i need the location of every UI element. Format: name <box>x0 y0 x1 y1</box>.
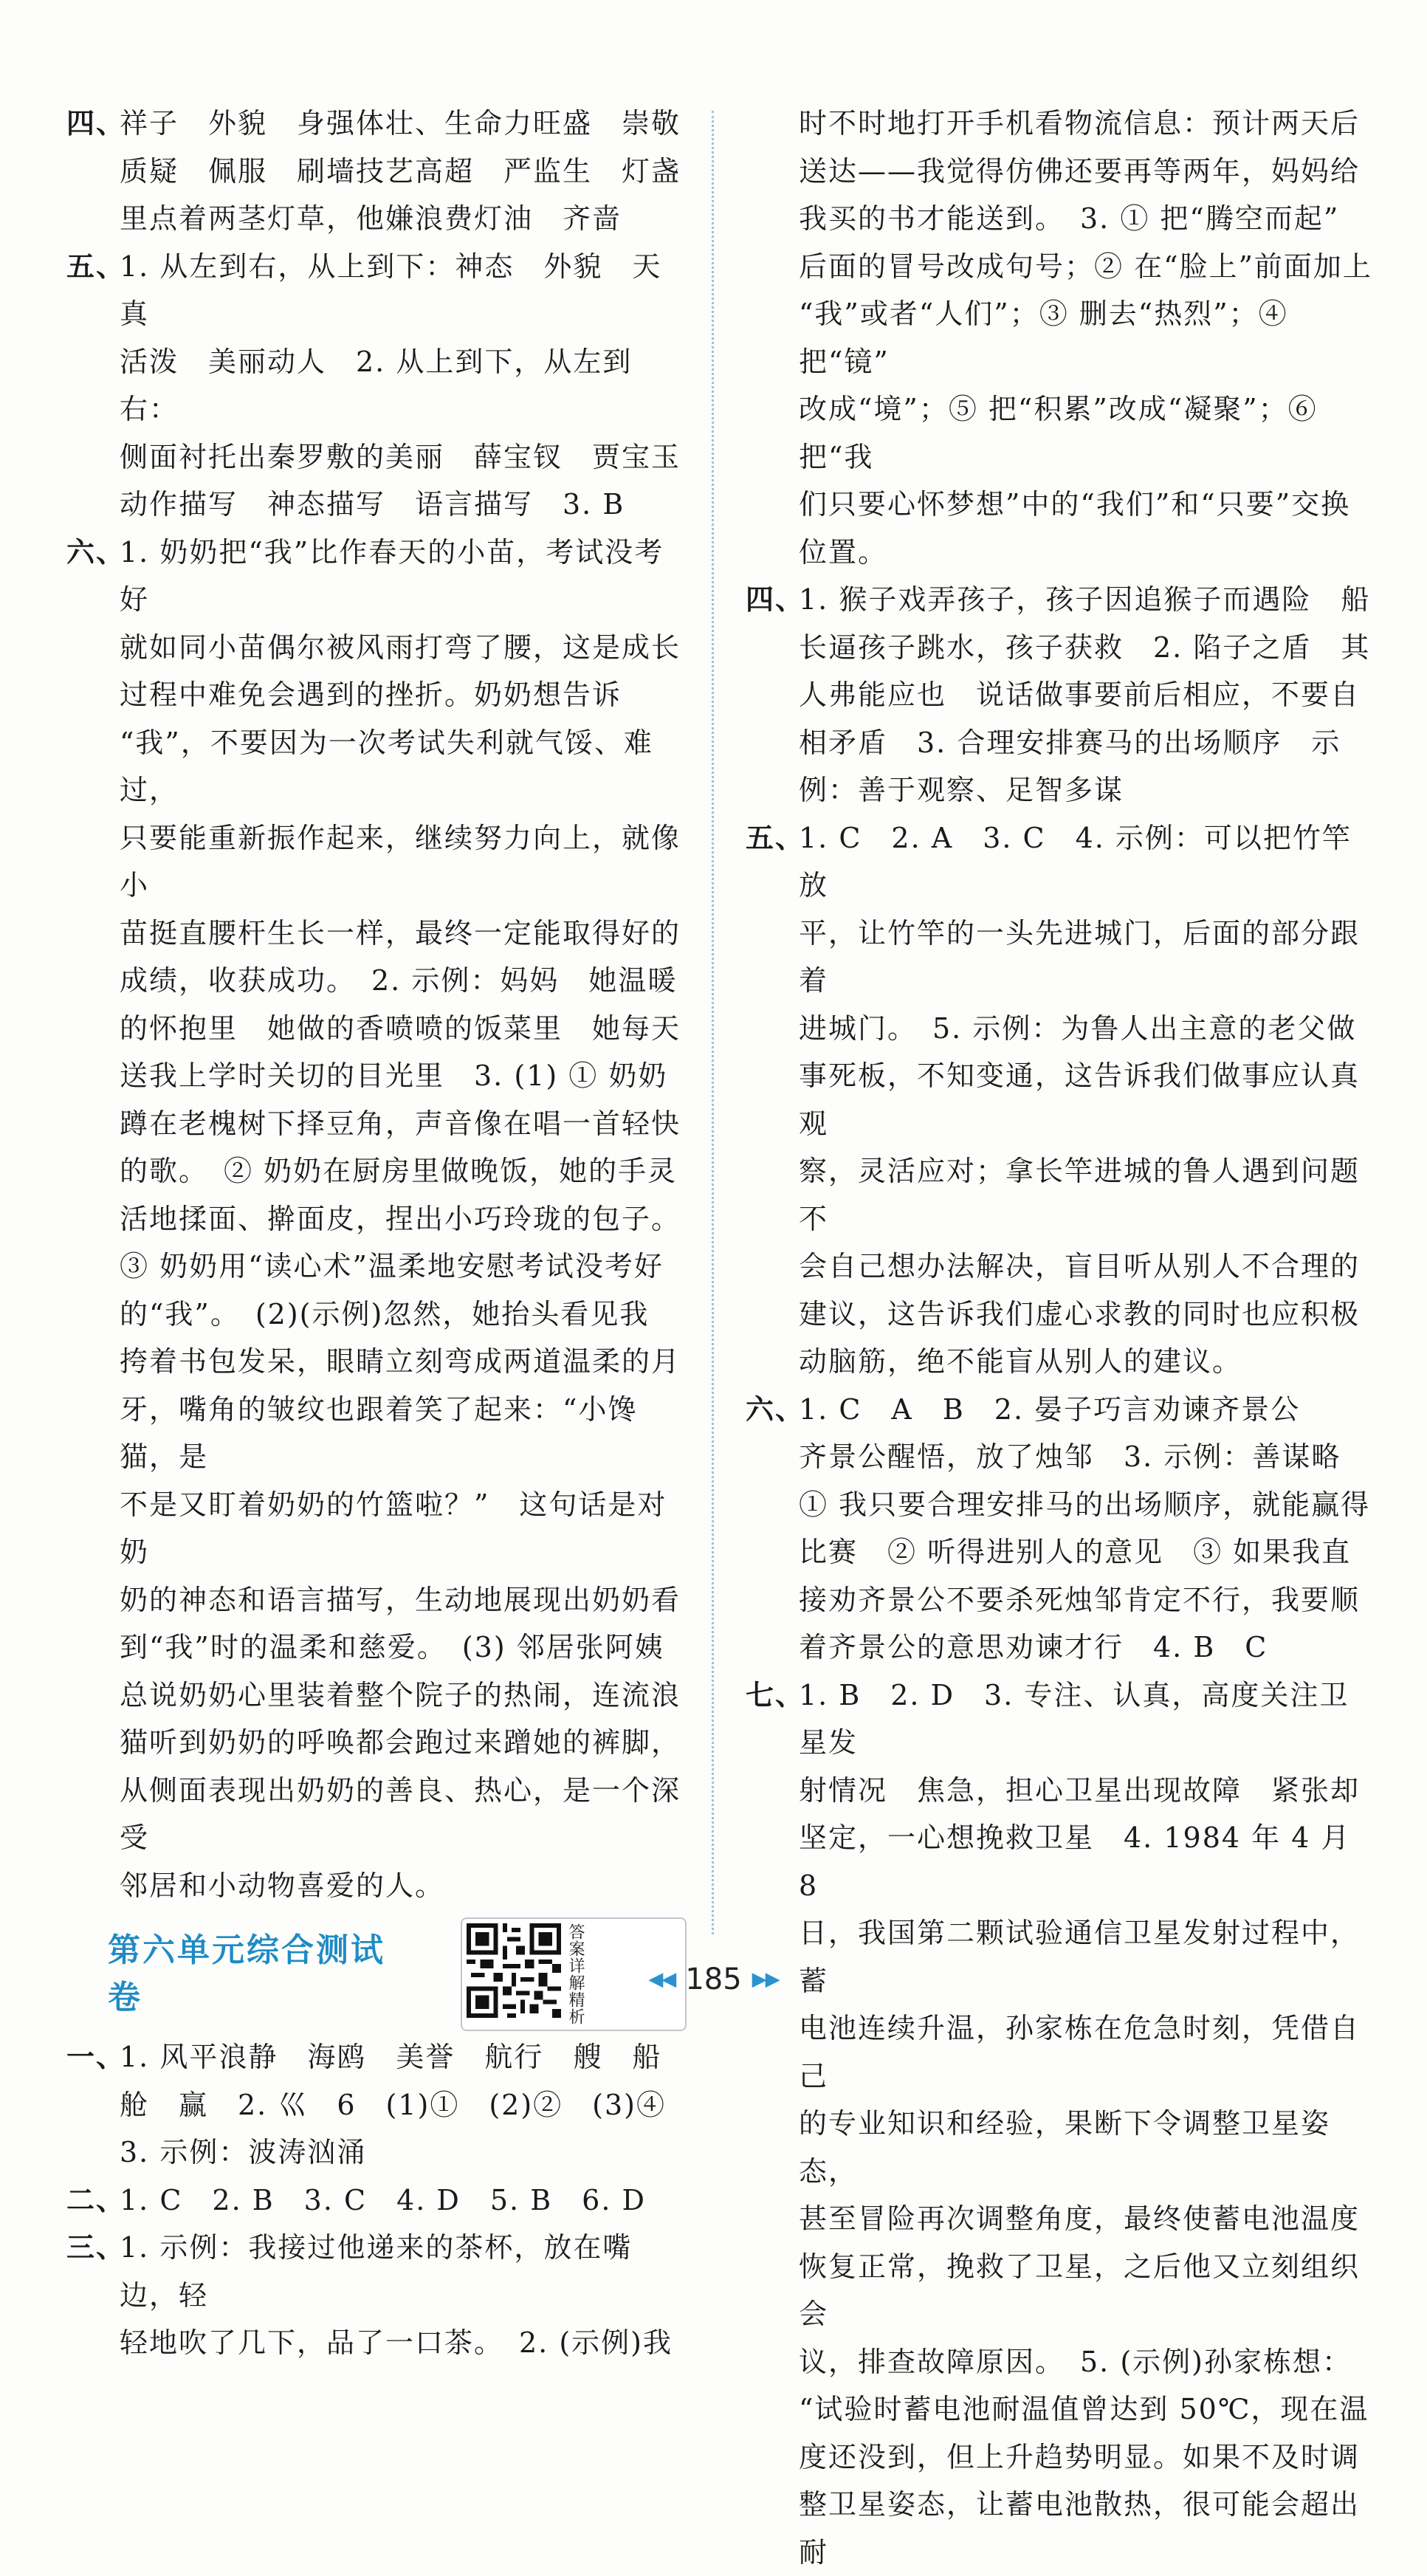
text-line: 1. 奶奶把“我”比作春天的小苗，考试没考好 <box>120 529 687 624</box>
text-line: “我”，不要因为一次考试失利就气馁、难过， <box>120 719 687 814</box>
right-column <box>746 100 1373 2576</box>
text-line: 整卫星姿态，让蓄电池散热，很可能会超出耐 <box>799 2481 1373 2576</box>
test-section-2 <box>66 2177 687 2225</box>
text-line: 送达——我觉得仿佛还要再等两年，妈妈给 <box>799 148 1373 196</box>
text-line: 接劝齐景公不要杀死烛邹肯定不行，我要顺 <box>799 1576 1373 1624</box>
section-marker: 二、 <box>66 2177 125 2225</box>
answer-section-5 <box>66 243 687 529</box>
text-line: 相矛盾 3. 合理安排赛马的出场顺序 示 <box>799 719 1373 767</box>
text-line: 1. 示例：我接过他递来的茶杯，放在嘴边，轻 <box>120 2224 687 2319</box>
qr-label: 答案详解精析 <box>565 1923 585 2025</box>
section-marker: 六、 <box>66 529 125 577</box>
section-title: 第六单元综合测试卷 <box>108 1927 409 2022</box>
text-line: 动脑筋，绝不能盲从别人的建议。 <box>799 1338 1373 1386</box>
text-line: 射情况 焦急，担心卫星出现故障 紧张却 <box>799 1767 1373 1815</box>
text-line: 1. C 2. B 3. C 4. D 5. B 6. D <box>120 2177 687 2225</box>
text-line: “我”或者“人们”；③ 删去“热烈”；④ 把“镜” <box>799 290 1373 385</box>
continued-answer <box>746 100 1373 576</box>
text-line: 侧面衬托出秦罗敷的美丽 薛宝钗 贾宝玉 <box>120 433 687 481</box>
section-marker: 六、 <box>746 1386 805 1434</box>
text-line: 甚至冒险再次调整角度，最终使蓄电池温度 <box>799 2195 1373 2243</box>
section-marker: 五、 <box>746 814 805 862</box>
section-marker: 一、 <box>66 2033 125 2081</box>
text-line: 质疑 佩服 刷墙技艺高超 严监生 灯盏 <box>120 148 687 196</box>
text-line: 苗挺直腰杆生长一样，最终一定能取得好的 <box>120 910 687 958</box>
text-line: 1. 从左到右，从上到下：神态 外貌 天真 <box>120 243 687 338</box>
answer-section-6 <box>66 529 687 1910</box>
text-line: 改成“境”；⑤ 把“积累”改成“凝聚”；⑥ 把“我 <box>799 385 1373 481</box>
text-line: 平，让竹竿的一头先进城门，后面的部分跟着 <box>799 910 1373 1005</box>
text-line: 的“我”。 (2)(示例)忽然，她抬头看见我 <box>120 1291 687 1339</box>
text-line: 不是又盯着奶奶的竹篮啦？” 这句话是对奶 <box>120 1481 687 1576</box>
left-column <box>66 100 687 2367</box>
test-section-1 <box>66 2033 687 2177</box>
text-line: ① 我只要合理安排马的出场顺序，就能赢得 <box>799 1481 1373 1529</box>
text-line: 的专业知识和经验，果断下令调整卫星姿态， <box>799 2100 1373 2195</box>
text-line: 的怀抱里 她做的香喷喷的饭菜里 她每天 <box>120 1005 687 1053</box>
text-line: 1. C 2. A 3. C 4. 示例：可以把竹竿放 <box>799 814 1373 910</box>
text-line: 轻地吹了几下，品了一口茶。 2. (示例)我 <box>120 2319 687 2367</box>
text-line: 事死板，不知变通，这告诉我们做事应认真观 <box>799 1052 1373 1147</box>
text-line: 1. 风平浪静 海鸥 美誉 航行 艘 船 <box>120 2033 687 2081</box>
text-line: “试验时蓄电池耐温值曾达到 50℃，现在温 <box>799 2386 1373 2434</box>
text-line: 到“我”时的温柔和慈爱。 (3) 邻居张阿姨 <box>120 1624 687 1672</box>
text-line: ③ 奶奶用“读心术”温柔地安慰考试没考好 <box>120 1243 687 1291</box>
text-line: 度还没到，但上升趋势明显。如果不及时调 <box>799 2434 1373 2481</box>
text-line: 动作描写 神态描写 语言描写 3. B <box>120 481 687 529</box>
test-section-7 <box>746 1672 1373 2576</box>
section-marker: 四、 <box>746 576 805 624</box>
column-divider <box>712 111 714 1934</box>
text-line: 着齐景公的意思劝谏才行 4. B C <box>799 1624 1373 1672</box>
text-line: 3. 示例：波涛汹涌 <box>120 2129 687 2177</box>
next-page-arrow-icon[interactable]: ▶▶ <box>752 1968 779 1991</box>
text-line: 进城门。 5. 示例：为鲁人出主意的老父做 <box>799 1005 1373 1053</box>
text-line: 察，灵活应对；拿长竿进城的鲁人遇到问题不 <box>799 1147 1373 1243</box>
text-line: 1. C A B 2. 晏子巧言劝谏齐景公 <box>799 1386 1373 1434</box>
text-line: 建议，这告诉我们虚心求教的同时也应积极 <box>799 1291 1373 1339</box>
text-line: 齐景公醒悟，放了烛邹 3. 示例：善谋略 <box>799 1433 1373 1481</box>
text-line: 里点着两茎灯草，他嫌浪费灯油 齐啬 <box>120 195 687 243</box>
page-number: 185 <box>685 1962 741 1996</box>
text-line: 祥子 外貌 身强体壮、生命力旺盛 崇敬 <box>120 100 687 148</box>
text-line: 时不时地打开手机看物流信息：预计两天后 <box>799 100 1373 148</box>
text-line: 奶的神态和语言描写，生动地展现出奶奶看 <box>120 1576 687 1624</box>
test-section-3 <box>66 2224 687 2367</box>
text-line: 恢复正常，挽救了卫星，之后他又立刻组织会 <box>799 2243 1373 2338</box>
text-line: 坚定，一心想挽救卫星 4. 1984 年 4 月 8 <box>799 1814 1373 1909</box>
text-line: 活地揉面、擀面皮，捏出小巧玲珑的包子。 <box>120 1195 687 1243</box>
text-line: 会自己想办法解决，盲目听从别人不合理的 <box>799 1243 1373 1291</box>
text-line: 长逼孩子跳水，孩子获救 2. 陷子之盾 其 <box>799 624 1373 672</box>
section-marker: 三、 <box>66 2224 125 2272</box>
text-line: 们只要心怀梦想”中的“我们”和“只要”交换 <box>799 481 1373 529</box>
test-section-5 <box>746 814 1373 1386</box>
text-line: 活泼 美丽动人 2. 从上到下，从左到右： <box>120 338 687 433</box>
text-line: 挎着书包发呆，眼睛立刻弯成两道温柔的月 <box>120 1338 687 1386</box>
text-line: 我买的书才能送到。 3. ① 把“腾空而起” <box>799 195 1373 243</box>
text-line: 例：善于观察、足智多谋 <box>799 766 1373 814</box>
test-section-4 <box>746 576 1373 814</box>
text-line: 议，排查故障原因。 5. (示例)孙家栋想： <box>799 2338 1373 2386</box>
text-line: 位置。 <box>799 529 1373 577</box>
text-line: 牙，嘴角的皱纹也跟着笑了起来：“小馋猫，是 <box>120 1386 687 1481</box>
section-marker: 四、 <box>66 100 125 148</box>
text-line: 电池连续升温，孙家栋在危急时刻，凭借自己 <box>799 2005 1373 2100</box>
text-line: 人弗能应也 说话做事要前后相应，不要自 <box>799 671 1373 719</box>
text-line: 从侧面表现出奶奶的善良、热心，是一个深受 <box>120 1767 687 1862</box>
section-marker: 五、 <box>66 243 125 291</box>
text-line: 就如同小苗偶尔被风雨打弯了腰，这是成长 <box>120 624 687 672</box>
answer-section-4 <box>66 100 687 243</box>
text-line: 过程中难免会遇到的挫折。奶奶想告诉 <box>120 671 687 719</box>
text-line: 只要能重新振作起来，继续努力向上，就像小 <box>120 814 687 910</box>
text-line: 1. 猴子戏弄孩子，孩子因追猴子而遇险 船 <box>799 576 1373 624</box>
text-line: 舱 赢 2. 巛 6 (1)① (2)② (3)④ <box>120 2081 687 2129</box>
text-line: 成绩，收获成功。 2. 示例：妈妈 她温暖 <box>120 957 687 1005</box>
prev-page-arrow-icon[interactable]: ◀◀ <box>648 1968 675 1991</box>
text-line: 总说奶奶心里装着整个院子的热闹，连流浪 <box>120 1672 687 1720</box>
section-marker: 七、 <box>746 1672 805 1720</box>
test-section-6 <box>746 1386 1373 1672</box>
text-line: 的歌。 ② 奶奶在厨房里做晚饭，她的手灵 <box>120 1147 687 1195</box>
text-line: 1. B 2. D 3. 专注、认真，高度关注卫星发 <box>799 1672 1373 1767</box>
page-footer <box>0 1962 1427 1996</box>
text-line: 猫听到奶奶的呼唤都会跑过来蹭她的裤脚， <box>120 1719 687 1767</box>
text-line: 后面的冒号改成句号；② 在“脸上”前面加上 <box>799 243 1373 291</box>
text-line: 送我上学时关切的目光里 3. (1) ① 奶奶 <box>120 1052 687 1100</box>
text-line: 日，我国第二颗试验通信卫星发射过程中，蓄 <box>799 1909 1373 2005</box>
text-line: 蹲在老槐树下择豆角，声音像在唱一首轻快 <box>120 1100 687 1148</box>
text-line: 比赛 ② 听得进别人的意见 ③ 如果我直 <box>799 1528 1373 1576</box>
text-line: 邻居和小动物喜爱的人。 <box>120 1862 687 1910</box>
